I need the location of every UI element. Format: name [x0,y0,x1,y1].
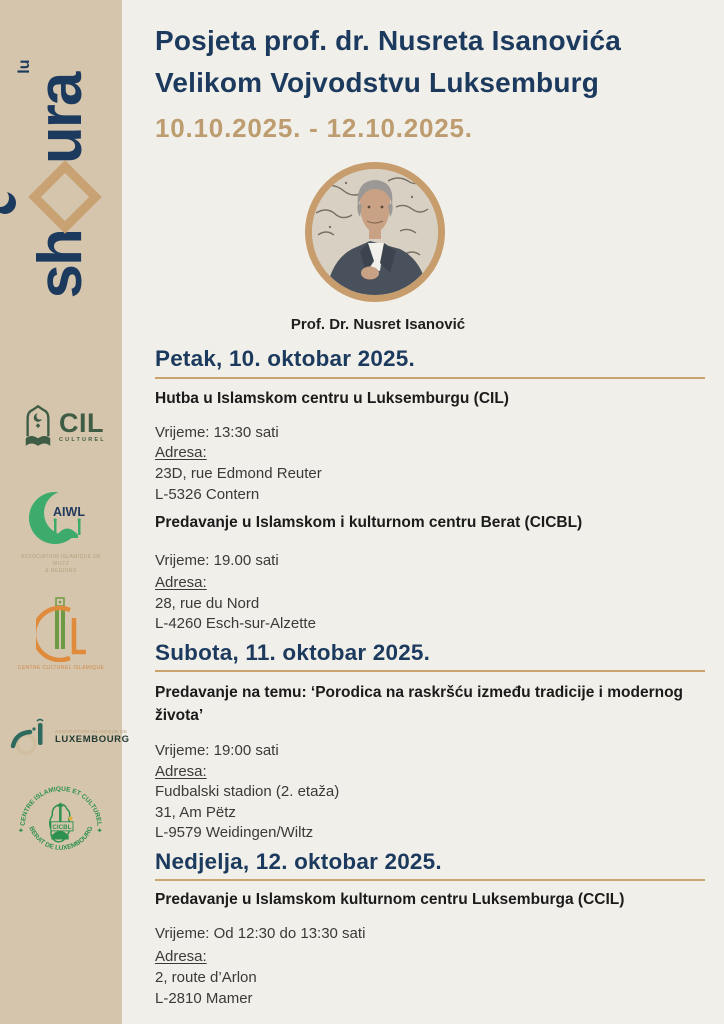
logo-ccin-caption [6,665,116,672]
speaker-portrait-illustration [312,169,438,295]
title-line-2: Velikom Vojvodstvu Luksemburg [155,67,600,98]
address-line: 31, Am Pëtz [155,804,236,821]
address-label: Adresa: [155,444,207,461]
calligraphy-swoosh-icon [10,718,50,756]
aiwl-caption-line2: & REGIONS [45,568,77,574]
logo-aiwl-caption [13,554,109,575]
address-line: 28, rue du Nord [155,595,260,612]
aiwl-name: AIWL [53,505,85,519]
shoura-logo-prefix: sh [26,230,95,299]
event-title: Hutba u Islamskom centru u Luksemburgu (CIL) [155,390,509,407]
crescent-mosque-icon [28,486,94,550]
logo-cil-culturel [22,404,106,450]
ccin-caption-line: CENTRE CULTUREL ISLAMIQUE [17,665,105,671]
day-heading: Petak, 10. oktobar 2025. [155,346,415,371]
speaker-photo [305,162,445,302]
star-icon: ✦ [96,825,103,835]
cicbl-center-text: CICBL [52,823,72,831]
cil-culturel-name: CIL [59,408,104,438]
title-line-1: Posjeta prof. dr. Nusreta Isanovića [155,25,622,56]
aiwl-caption-line1: ASSOCIATION ISLAMIQUE DE WILTZ [20,554,102,567]
star-icon: ✦ [17,825,25,835]
event-time: Vrijeme: Od 12:30 do 13:30 sati [155,925,366,942]
page-title [155,20,715,104]
mosque-arch-book-icon [22,404,54,450]
minaret-letters-icon [36,596,88,662]
day-heading: Subota, 11. oktobar 2025. [155,640,431,665]
cil-culturel-subtitle: CULTUREL [59,437,106,443]
address-line: L-2810 Mamer [155,990,253,1007]
logo-cicbl-stamp [13,780,109,881]
logo-aiwl [28,486,94,555]
shoura-logo-suffix: ura [26,73,95,165]
event-title: Predavanje u Islamskom kulturnom centru Luksemburga (CCIL) [155,891,625,908]
event-title: Predavanje u Islamskom i kulturnom centru Berat (CICBL) [155,514,583,531]
photo-caption: Prof. Dr. Nusret Isanović [290,316,466,333]
address-line: 23D, rue Edmond Reuter [155,465,322,482]
ail-caption-line: ASSOCIATION ISLAMIQUE DE [55,729,128,734]
address-line: L-5326 Contern [155,486,260,503]
address-label: Adresa: [155,574,207,591]
ail-name: LUXEMBOURG [55,734,130,745]
section-divider [155,377,705,379]
address-line: L-4260 Esch-sur-Alzette [155,615,316,632]
address-line: Fudbalski stadion (2. etaža) [155,783,340,800]
logo-ail [10,718,130,756]
address-label: Adresa: [155,763,207,780]
crescent-icon [0,192,16,214]
section-divider [155,879,705,881]
address-line: L-9579 Weidingen/Wiltz [155,824,314,841]
cicbl-arc-top-text: CENTRE ISLAMIQUE ET CULTUREL [19,785,103,827]
diamond-icon [28,160,102,234]
shoura-logo [8,26,114,332]
event-time: Vrijeme: 13:30 sati [155,424,279,441]
cicbl-arc-bottom-text: BERAT DE LUXEMBOURG [27,825,95,852]
event-time: Vrijeme: 19:00 sati [155,742,279,759]
address-line: 2, route d’Arlon [155,969,257,986]
logo-ccin [36,596,88,667]
cicbl-round-stamp-icon [13,780,109,876]
day-heading: Nedjelja, 12. oktobar 2025. [155,849,442,874]
address-label: Adresa: [155,948,207,965]
section-divider [155,670,705,672]
event-time: Vrijeme: 19.00 sati [155,552,279,569]
shoura-logo-superscript: lu [16,59,33,74]
date-range: 10.10.2025. - 12.10.2025. [155,113,473,143]
event-title: Predavanje na temu: ‘Porodica na raskršću između tradicije i modernog života’ [155,684,684,724]
sidebar [0,0,130,1024]
